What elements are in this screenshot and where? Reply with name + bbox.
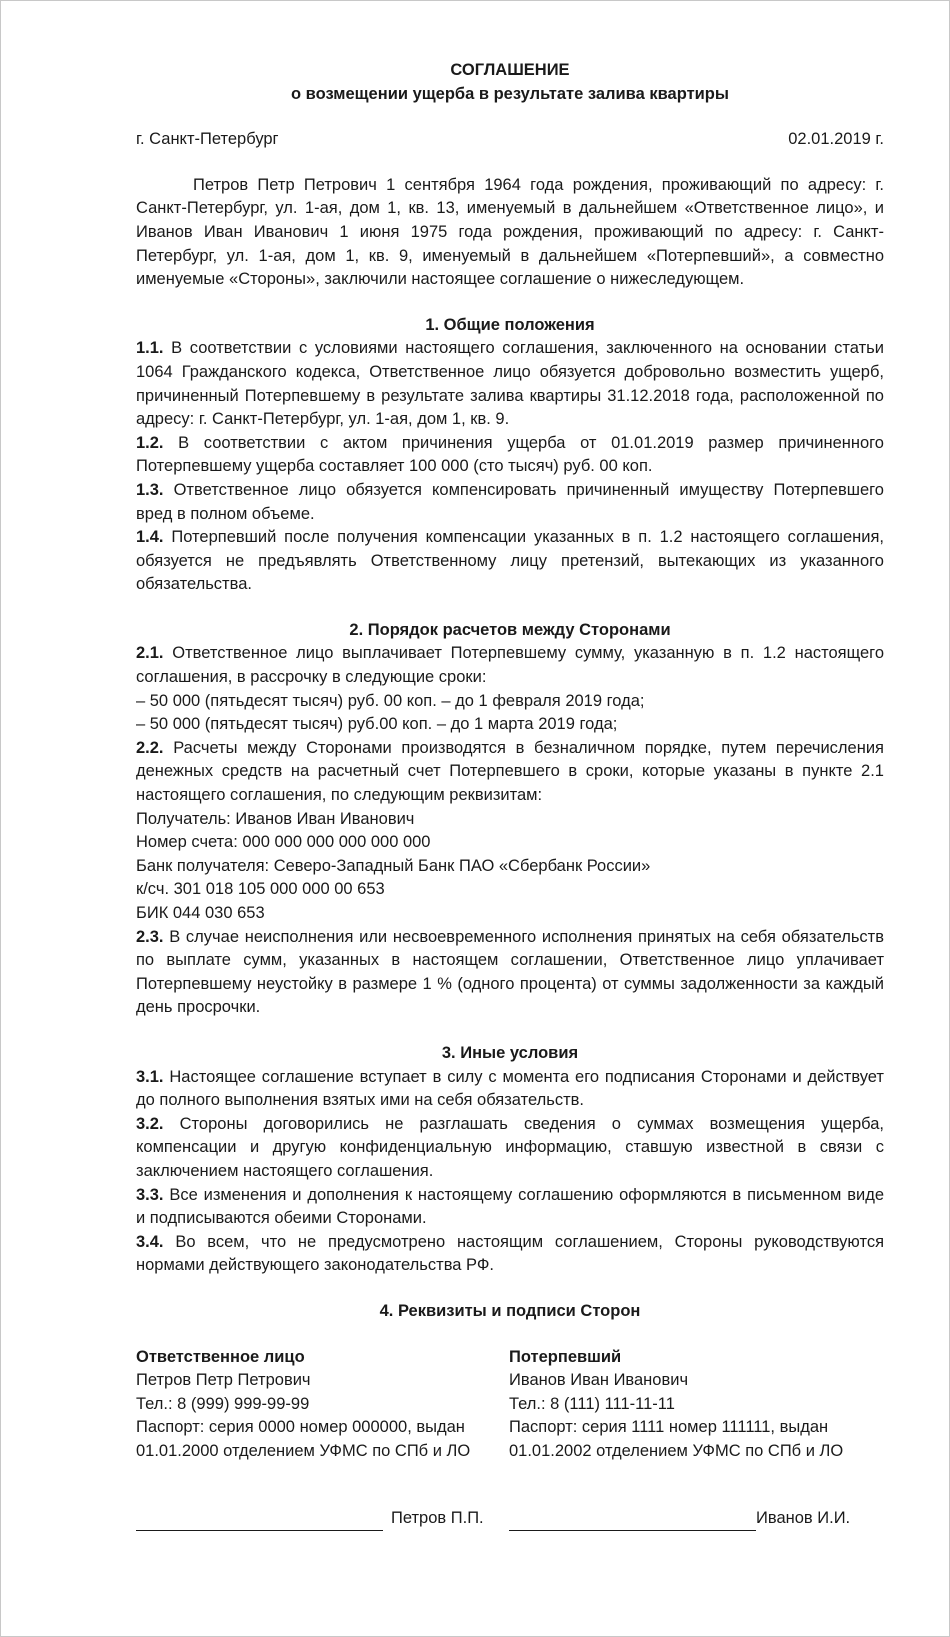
clause-1-3 (136, 479, 884, 526)
party-heading: Ответственное лицо (136, 1347, 305, 1366)
responsible-signature (136, 1507, 509, 1531)
section-3-title: 3. Иные условия (441, 1043, 579, 1062)
clause-number: 2.2. (136, 738, 164, 757)
signature-name: Иванов И.И. (756, 1509, 851, 1528)
clause-number: 2.1. (136, 644, 164, 663)
clause-1-1 (136, 337, 884, 431)
clause-2-2 (136, 737, 884, 808)
clause-text: Все изменения и дополнения к настоящему соглашению оформляются в письменном виде и подписываются обеими Сторонами. (136, 1185, 884, 1228)
city: г. Санкт-Петербург (136, 130, 279, 149)
victim-signature (509, 1507, 884, 1531)
party-phone: Тел.: 8 (111) 111-11-11 (509, 1394, 675, 1413)
clause-number: 3.4. (136, 1232, 164, 1251)
clause-1-2 (136, 432, 884, 479)
clause-3-4 (136, 1231, 884, 1278)
clause-text: Расчеты между Сторонами производятся в безналичном порядке, путем перечисления денежных средств на расчетный счет Потерпевшего в сроки, которые указаны в пункте 2.1 настоящего соглашения, по следующим реквизитам: (136, 738, 884, 805)
clause-number: 1.1. (136, 339, 164, 358)
party-phone: Тел.: 8 (999) 999-99-99 (136, 1394, 310, 1413)
payment-term-1: – 50 000 (пятьдесят тысяч) руб. 00 коп. – до 1 февраля 2019 года; (136, 691, 645, 710)
clause-1-4 (136, 526, 884, 597)
victim-party (509, 1346, 884, 1464)
clause-2-1 (136, 642, 884, 689)
party-name: Иванов Иван Иванович (509, 1371, 689, 1390)
clause-text: Во всем, что не предусмотрено настоящим соглашением, Стороны руководствуются нормами действующего законодательства РФ. (136, 1232, 884, 1275)
bank-account: Номер счета: 000 000 000 000 000 000 (136, 833, 431, 852)
clause-number: 1.3. (136, 480, 164, 499)
clause-number: 2.3. (136, 927, 164, 946)
party-passport-line-1: Паспорт: серия 0000 номер 000000, выдан (136, 1418, 465, 1437)
clause-text: Ответственное лицо выплачивает Потерпевшему сумму, указанную в п. 1.2 настоящего соглашения, в рассрочку в следующие сроки: (136, 644, 884, 687)
clause-2-3 (136, 926, 884, 1020)
clause-text: Настоящее соглашение вступает в силу с момента его подписания Сторонами и действует до полного выполнения взятых ими на себя обязательств. (136, 1067, 884, 1110)
intro-paragraph: Петров Петр Петрович 1 сентября 1964 года рождения, проживающий по адресу: г. Санкт-Петербург, ул. 1-ая, дом 1, кв. 13, именуемый в дальнейшем «Ответственное лицо», и Иванов Иван Иванович 1 июня 1975 года рождения, проживающий по адресу: г. Санкт-Петербург, ул. 1-ая, дом 1, кв. 9, именуемый в дальнейшем «Потерпевший», а совместно именуемые «Стороны», заключили настоящее соглашение о нижеследующем. (136, 175, 884, 289)
clause-number: 3.3. (136, 1185, 164, 1204)
clause-number: 1.2. (136, 433, 164, 452)
clause-3-1 (136, 1066, 884, 1113)
clause-text: В соответствии с условиями настоящего соглашения, заключенного на основании статьи 1064 Гражданского кодекса, Ответственное лицо обязуется добровольно возместить ущерб, причиненный Потерпевшему в результате залива квартиры 31.12.2018 года, расположенной по адресу: г. Санкт-Петербург, ул. 1-ая, дом 1, кв. 9. (136, 339, 884, 429)
clause-text: Стороны договорились не разглашать сведения о суммах возмещения ущерба, компенсации и другую конфиденциальную информацию, ставшую известной в связи с заключением настоящего соглашения. (136, 1114, 884, 1180)
bank-recipient: Получатель: Иванов Иван Иванович (136, 809, 415, 828)
bank-corr-account: к/сч. 301 018 105 000 000 00 653 (136, 880, 385, 899)
party-passport-line-1: Паспорт: серия 1111 номер 111111, выдан (509, 1418, 829, 1437)
party-heading: Потерпевший (509, 1347, 622, 1366)
signature-row (136, 1507, 884, 1531)
clause-number: 1.4. (136, 528, 164, 547)
city-date-row (136, 128, 884, 152)
document-content (136, 59, 884, 1531)
clause-3-2 (136, 1113, 884, 1184)
bank-bik: БИК 044 030 653 (136, 904, 265, 922)
document-title: СОГЛАШЕНИЕ (450, 61, 570, 79)
signature-name: Петров П.П. (391, 1509, 484, 1528)
clause-text: Ответственное лицо обязуется компенсировать причиненный имуществу Потерпевшего вред в полном объеме. (136, 480, 884, 523)
party-passport-line-2: 01.01.2000 отделением УФМС по СПб и ЛО (136, 1441, 471, 1460)
section-1-title: 1. Общие положения (425, 315, 595, 334)
bank-name: Банк получателя: Северо-Западный Банк ПАО «Сбербанк России» (136, 856, 651, 875)
clause-number: 3.2. (136, 1114, 164, 1133)
signature-line (509, 1510, 756, 1531)
payment-term-2: – 50 000 (пятьдесят тысяч) руб.00 коп. – до 1 марта 2019 года; (136, 715, 618, 734)
document-subtitle: о возмещении ущерба в результате залива квартиры (291, 84, 729, 103)
section-4-title: 4. Реквизиты и подписи Сторон (379, 1301, 641, 1320)
clause-text: В случае неисполнения или несвоевременного исполнения принятых на себя обязательств по выплате сумм, указанных в настоящем соглашении, Ответственное лицо уплачивает Потерпевшему неустойку в размере 1 % (одного процента) от суммы задолженности за каждый день просрочки. (136, 927, 884, 1017)
party-details (136, 1346, 884, 1464)
clause-text: Потерпевший после получения компенсации указанных в п. 1.2 настоящего соглашения, обязуется не предъявлять Ответственному лицу претензий, вытекающих из указанного обязательства. (136, 528, 884, 594)
signature-line (136, 1510, 383, 1531)
clause-text: В соответствии с актом причинения ущерба от 01.01.2019 размер причиненного Потерпевшему ущерба составляет 100 000 (сто тысяч) руб. 00 коп. (136, 433, 884, 476)
party-name: Петров Петр Петрович (136, 1371, 311, 1390)
clause-number: 3.1. (136, 1067, 164, 1086)
clause-3-3 (136, 1184, 884, 1231)
section-2-title: 2. Порядок расчетов между Сторонами (349, 620, 671, 639)
date: 02.01.2019 г. (788, 130, 884, 149)
responsible-party (136, 1346, 509, 1464)
party-passport-line-2: 01.01.2002 отделением УФМС по СПб и ЛО (509, 1441, 844, 1460)
